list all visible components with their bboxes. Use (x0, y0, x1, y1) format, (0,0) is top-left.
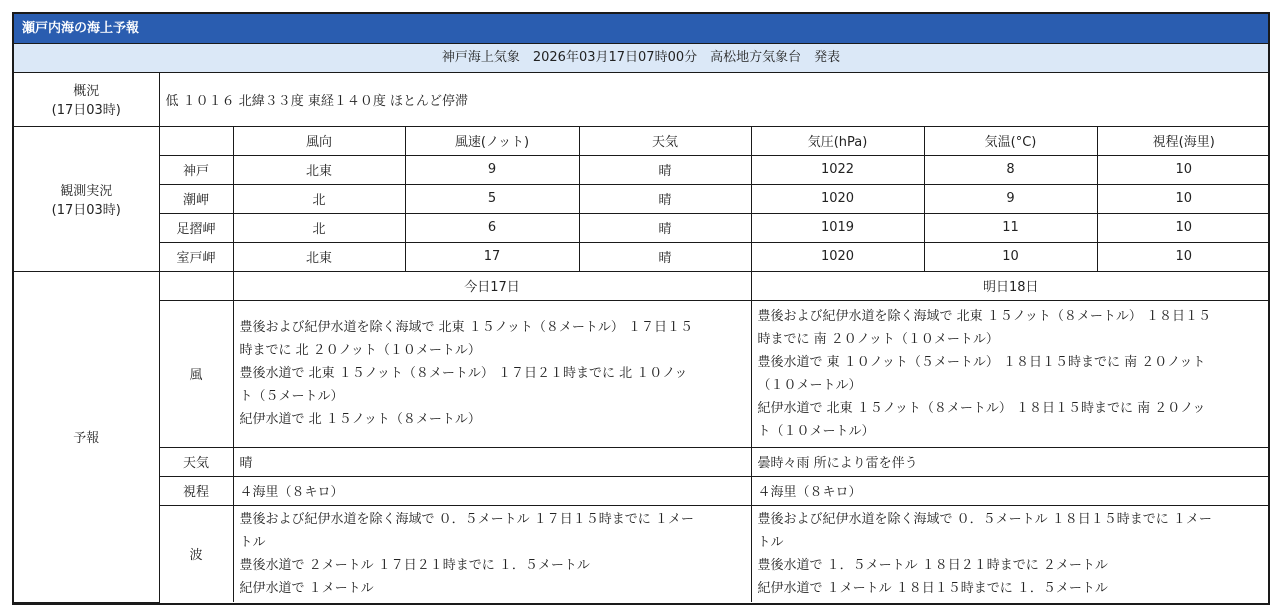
table-cell: 1022 (751, 155, 924, 184)
table-cell: 17 (405, 242, 579, 271)
wave-label: 波 (159, 505, 233, 602)
table-cell: 北 (233, 213, 405, 242)
table-cell: 5 (405, 184, 579, 213)
table-cell: 10 (1097, 155, 1270, 184)
column-header: 気温(°C) (924, 126, 1097, 155)
overview-row (14, 73, 1270, 126)
table-cell: 9 (405, 155, 579, 184)
forecast-day2-header: 明日18日 (751, 271, 1270, 300)
table-cell: 晴 (579, 213, 751, 242)
observation-label: 観測実況 (17日03時) (14, 126, 159, 271)
table-cell: 北東 (233, 155, 405, 184)
weather-label: 天気 (159, 447, 233, 476)
table-cell: 10 (1097, 184, 1270, 213)
weather-day2: 曇時々雨 所により雷を伴う (751, 447, 1270, 476)
table-cell: 1019 (751, 213, 924, 242)
forecast-day1-header: 今日17日 (233, 271, 751, 300)
station-name: 足摺岬 (159, 213, 233, 242)
column-header: 気圧(hPa) (751, 126, 924, 155)
station-name: 神戸 (159, 155, 233, 184)
observation-header-row (14, 126, 1270, 155)
table-cell: 9 (924, 184, 1097, 213)
table-cell: 10 (924, 242, 1097, 271)
table-cell: 北東 (233, 242, 405, 271)
forecast-label: 予報 (14, 271, 159, 602)
forecast-wind-row (14, 300, 1270, 447)
weather-day1: 晴 (233, 447, 751, 476)
wind-day1-text: 豊後および紀伊水道を除く海域で 北東 １５ノット（８メートル） １７日１５ 時までに 北 ２０ノット（１０メートル） 豊後水道で 北東 １５ノット（８メートル） １７日２１時までに 北 １０ノッ ト（５メートル） 紀伊水道で 北 １５ノット（８メートル） (233, 300, 751, 447)
table-cell: 10 (1097, 242, 1270, 271)
visibility-label: 視程 (159, 476, 233, 505)
panel-title: 瀬戸内海の海上予報 (14, 14, 1268, 44)
forecast-weather-row (14, 447, 1270, 476)
table-row (14, 155, 1270, 184)
table-row (14, 242, 1270, 271)
column-header: 天気 (579, 126, 751, 155)
table-cell: 晴 (579, 184, 751, 213)
table-cell: 晴 (579, 242, 751, 271)
station-name: 室戸岬 (159, 242, 233, 271)
issuance-line: 神戸海上気象 2026年03月17日07時00分 高松地方気象台 発表 (14, 44, 1268, 73)
forecast-day-header-row (14, 271, 1270, 300)
table-row (14, 213, 1270, 242)
column-header: 視程(海里) (1097, 126, 1270, 155)
forecast-header-blank (159, 271, 233, 300)
table-cell: 8 (924, 155, 1097, 184)
table-cell: 1020 (751, 184, 924, 213)
table-cell: 6 (405, 213, 579, 242)
forecast-wave-row (14, 505, 1270, 602)
marine-forecast-panel (12, 12, 1270, 605)
wind-day2-text: 豊後および紀伊水道を除く海域で 北東 １５ノット（８メートル） １８日１５ 時までに 南 ２０ノット（１０メートル） 豊後水道で 東 １０ノット（５メートル） １８日１５時までに 南 ２０ノット （１０メートル） 紀伊水道で 北東 １５ノット（８メートル） １８日１５時までに 南 ２０ノッ ト（１０メートル） (751, 300, 1270, 447)
overview-text: 低 １０１６ 北緯３３度 東経１４０度 ほとんど停滞 (159, 73, 1270, 126)
table-cell: 11 (924, 213, 1097, 242)
wave-day1-text: 豊後および紀伊水道を除く海域で ０．５メートル １７日１５時までに １メー トル 豊後水道で ２メートル １７日２１時までに １．５メートル 紀伊水道で １メートル (233, 505, 751, 602)
table-cell: 1020 (751, 242, 924, 271)
station-name: 潮岬 (159, 184, 233, 213)
forecast-visibility-row (14, 476, 1270, 505)
wave-day2-text: 豊後および紀伊水道を除く海域で ０．５メートル １８日１５時までに １メー トル 豊後水道で １．５メートル １８日２１時までに ２メートル 紀伊水道で １メートル １８日１５時までに １．５メートル (751, 505, 1270, 602)
column-header: 風向 (233, 126, 405, 155)
table-row (14, 184, 1270, 213)
table-cell: 北 (233, 184, 405, 213)
table-cell: 晴 (579, 155, 751, 184)
visibility-day2: ４海里（８キロ） (751, 476, 1270, 505)
station-header-blank (159, 126, 233, 155)
visibility-day1: ４海里（８キロ） (233, 476, 751, 505)
forecast-table (14, 73, 1270, 603)
table-cell: 10 (1097, 213, 1270, 242)
wind-label: 風 (159, 300, 233, 447)
column-header: 風速(ノット) (405, 126, 579, 155)
overview-label: 概況 (17日03時) (14, 73, 159, 126)
